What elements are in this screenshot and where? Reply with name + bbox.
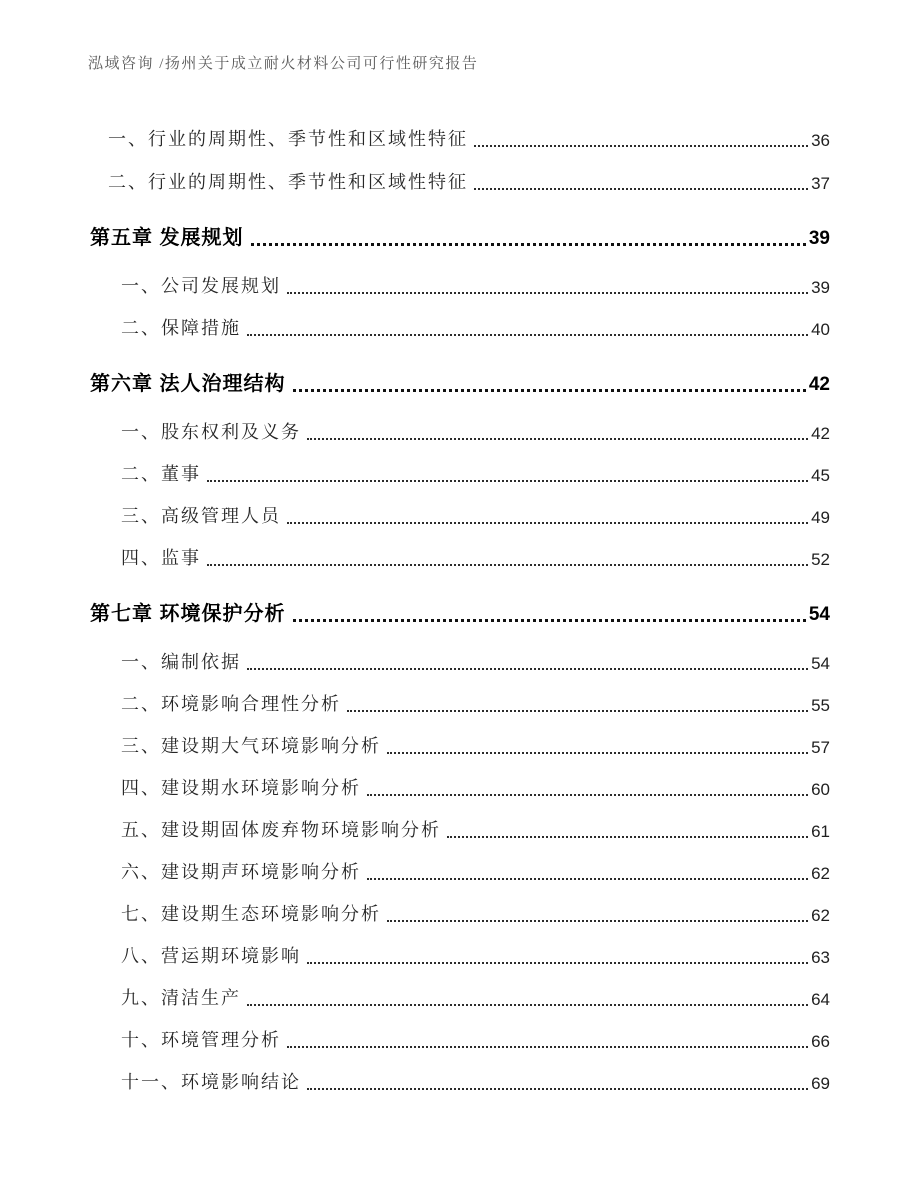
toc-page-number: 55 [811, 696, 830, 715]
toc-entry-label: 六、建设期声环境影响分析 [121, 862, 361, 882]
toc-entry-label: 十一、环境影响结论 [121, 1072, 301, 1092]
toc-entry-label: 二、环境影响合理性分析 [121, 694, 341, 714]
toc-page-number: 45 [811, 466, 830, 485]
toc-entry-label: 三、高级管理人员 [121, 506, 281, 526]
toc-entry[interactable] [90, 934, 830, 976]
toc-dot-leader [307, 1088, 808, 1090]
toc-entry[interactable] [90, 682, 830, 724]
toc-page-number: 61 [811, 822, 830, 841]
toc-entry[interactable] [90, 766, 830, 808]
toc-page-number: 42 [808, 374, 830, 395]
toc-entry-label: 四、监事 [121, 548, 201, 568]
toc-dot-leader [367, 794, 808, 796]
toc-page-number: 66 [811, 1032, 830, 1051]
toc-entry-label: 七、建设期生态环境影响分析 [121, 904, 381, 924]
toc-dot-leader [307, 962, 808, 964]
toc-entry-label: 一、编制依据 [121, 652, 241, 672]
toc-dot-leader [447, 836, 808, 838]
toc-entry-label: 二、保障措施 [121, 318, 241, 338]
toc-entry[interactable] [90, 808, 830, 850]
toc-dot-leader [293, 619, 806, 622]
toc-dot-leader [287, 522, 808, 524]
toc-entry[interactable] [90, 159, 830, 202]
toc-entry[interactable] [90, 1018, 830, 1060]
toc-dot-leader [251, 243, 806, 246]
toc-entry-label: 四、建设期水环境影响分析 [121, 778, 361, 798]
toc-entry[interactable] [90, 536, 830, 578]
toc-page-number: 69 [811, 1074, 830, 1093]
toc-page-number: 60 [811, 780, 830, 799]
toc-dot-leader [207, 480, 808, 482]
toc-entry[interactable] [90, 892, 830, 934]
toc-entry[interactable] [90, 306, 830, 348]
toc-entry-label: 十、环境管理分析 [121, 1030, 281, 1050]
toc-page-number: 64 [811, 990, 830, 1009]
toc-entry[interactable] [90, 452, 830, 494]
toc-page-number: 57 [811, 738, 830, 757]
toc-page-number: 52 [811, 550, 830, 569]
toc-entry-label: 一、行业的周期性、季节性和区域性特征 [108, 129, 468, 149]
toc-dot-leader [474, 145, 808, 147]
toc-entry-label: 第七章 环境保护分析 [90, 603, 286, 625]
table-of-contents [90, 116, 830, 1102]
toc-entry[interactable] [90, 264, 830, 306]
toc-entry-label: 第六章 法人治理结构 [90, 373, 286, 395]
toc-dot-leader [367, 878, 808, 880]
toc-entry[interactable] [90, 976, 830, 1018]
toc-page-number: 37 [811, 174, 830, 193]
toc-entry[interactable] [90, 116, 830, 159]
toc-entry-label: 第五章 发展规划 [90, 227, 244, 249]
toc-chapter-entry[interactable] [90, 211, 830, 258]
toc-entry-label: 三、建设期大气环境影响分析 [121, 736, 381, 756]
toc-entry-label: 一、股东权利及义务 [121, 422, 301, 442]
toc-page-number: 54 [811, 654, 830, 673]
toc-dot-leader [247, 1004, 808, 1006]
toc-entry[interactable] [90, 410, 830, 452]
toc-dot-leader [287, 292, 808, 294]
toc-dot-leader [387, 920, 808, 922]
toc-entry[interactable] [90, 494, 830, 536]
toc-entry-label: 二、董事 [121, 464, 201, 484]
toc-dot-leader [247, 334, 808, 336]
toc-chapter-entry[interactable] [90, 587, 830, 634]
document-header: 泓域咨询 /扬州关于成立耐火材料公司可行性研究报告 [88, 56, 479, 72]
toc-page-number: 49 [811, 508, 830, 527]
toc-entry[interactable] [90, 640, 830, 682]
toc-entry-label: 二、行业的周期性、季节性和区域性特征 [108, 172, 468, 192]
toc-entry-label: 八、营运期环境影响 [121, 946, 301, 966]
toc-page-number: 39 [808, 228, 830, 249]
toc-entry[interactable] [90, 850, 830, 892]
toc-page-number: 54 [808, 604, 830, 625]
toc-dot-leader [293, 389, 806, 392]
toc-page-number: 62 [811, 864, 830, 883]
toc-dot-leader [474, 188, 808, 190]
toc-entry[interactable] [90, 1060, 830, 1102]
toc-entry[interactable] [90, 724, 830, 766]
toc-page-number: 62 [811, 906, 830, 925]
toc-page-number: 63 [811, 948, 830, 967]
toc-dot-leader [247, 668, 808, 670]
toc-page-number: 40 [811, 320, 830, 339]
toc-entry-label: 九、清洁生产 [121, 988, 241, 1008]
toc-page-number: 36 [811, 131, 830, 150]
toc-chapter-entry[interactable] [90, 357, 830, 404]
toc-dot-leader [347, 710, 808, 712]
toc-entry-label: 一、公司发展规划 [121, 276, 281, 296]
toc-page-number: 39 [811, 278, 830, 297]
toc-dot-leader [207, 564, 808, 566]
toc-entry-label: 五、建设期固体废弃物环境影响分析 [121, 820, 441, 840]
toc-page-number: 42 [811, 424, 830, 443]
toc-dot-leader [387, 752, 808, 754]
toc-dot-leader [307, 438, 808, 440]
toc-dot-leader [287, 1046, 808, 1048]
